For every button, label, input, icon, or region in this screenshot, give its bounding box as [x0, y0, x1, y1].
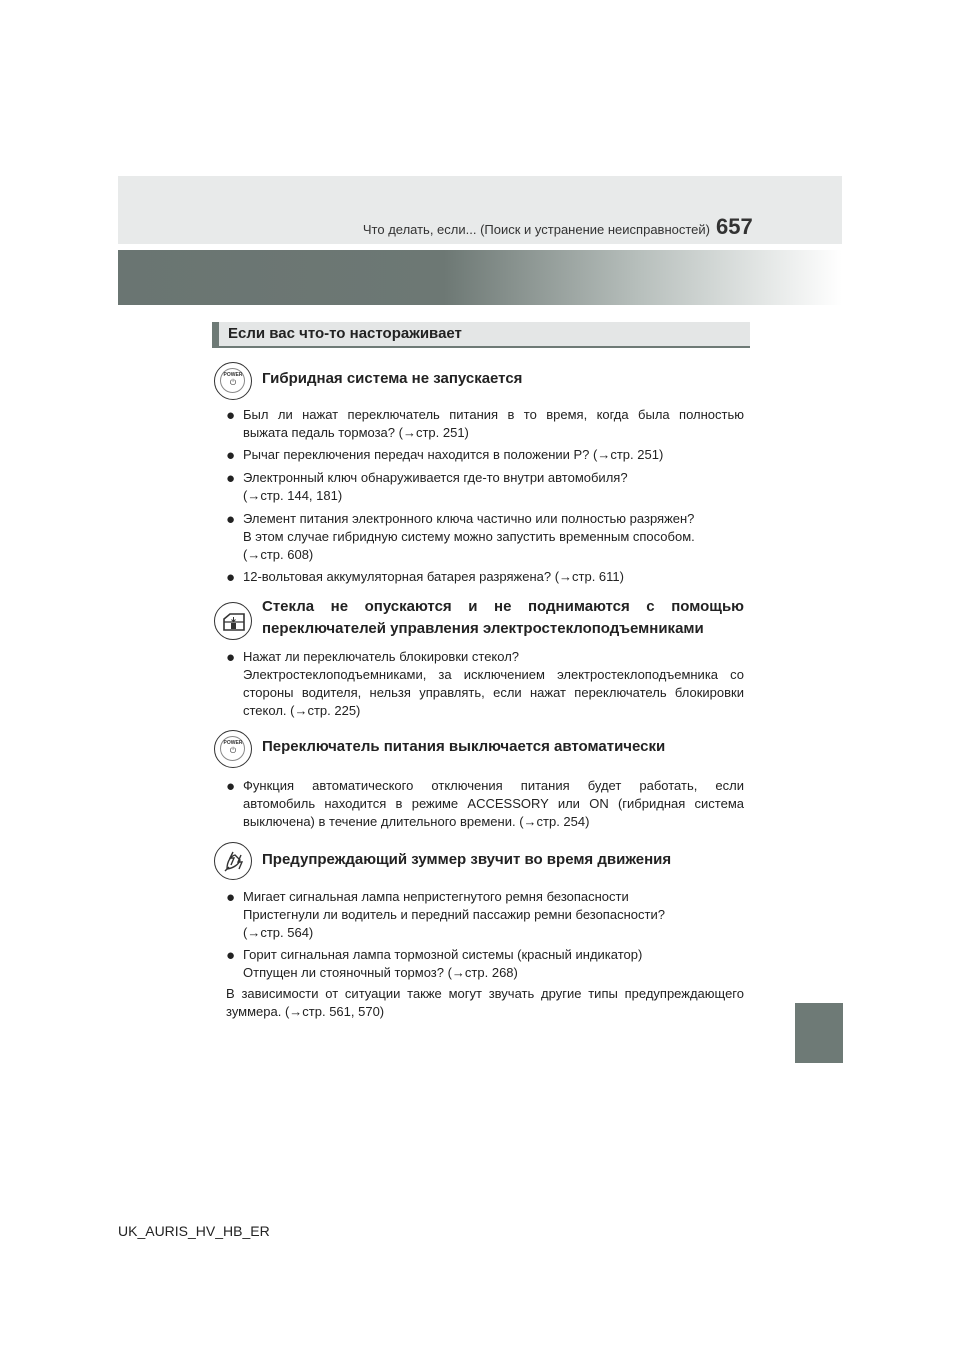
chapter-banner [118, 250, 842, 305]
bullet-icon: ● [226, 511, 236, 528]
power-window-icon [214, 602, 252, 640]
list-item: Элемент питания электронного ключа частично или полностью разряжен? В этом случае гибридную систему можно запустить временным способом. (→стр. 608) [243, 511, 695, 562]
bullet-icon: ● [226, 470, 236, 487]
power-label: POWER [223, 740, 243, 746]
header-title: Что делать, если... (Поиск и устранение неисправностей) [362, 222, 710, 237]
list-item: Рычаг переключения передач находится в положении P? (→стр. 251) [243, 447, 664, 462]
note-paragraph: В зависимости от ситуации также могут звучать другие типы предупреждающего зуммера. (→стр. 561, 570) [226, 986, 744, 1019]
bullet-icon: ● [226, 447, 236, 464]
subsection-title-windows-line1: Стекла не опускаются и не поднимаются с помощью [262, 598, 744, 615]
power-symbol: ⏻ [229, 378, 237, 387]
list-item: Мигает сигнальная лампа непристегнутого ремня безопасности Пристегнули ли водитель и передний пассажир ремни безопасности? (→стр. 564) [243, 889, 665, 940]
subsection-title-windows-line2: переключателей управления электростеклоподъемниками [262, 620, 704, 637]
chapter-tab [795, 1003, 843, 1063]
bullet-icon: ● [226, 649, 236, 666]
power-button-icon [214, 362, 252, 400]
subsection-title-buzzer: Предупреждающий зуммер звучит во время движения [262, 851, 672, 868]
list-item: Горит сигнальная лампа тормозной системы (красный индикатор) Отпущен ли стояночный тормоз? (→стр. 268) [243, 947, 643, 980]
power-label: POWER [223, 372, 243, 378]
list-item: Функция автоматического отключения питания будет работать, если автомобиль находится в режиме ACCESSORY или ON (гибридная система выключена) в течение длительного времени. (→стр. 254) [243, 778, 744, 829]
warning-buzzer-icon [214, 842, 252, 880]
bullet-icon: ● [226, 569, 236, 586]
list-item: Был ли нажат переключатель питания в то время, когда была полностью выжата педаль тормоза? (→стр. 251) [243, 407, 744, 440]
list-item: Нажат ли переключатель блокировки стекол? Электростеклоподъемниками, за исключением электростеклоподъемника со стороны водителя, нельзя управлять, если нажат переключатель блокировки стекол. (→стр. 225) [243, 649, 744, 718]
bullet-icon: ● [226, 947, 236, 964]
bullet-icon: ● [226, 407, 236, 424]
section-title: Если вас что-то настораживает [228, 325, 462, 342]
bullet-icon: ● [226, 889, 236, 906]
subsection-title-hybrid-start: Гибридная система не запускается [262, 370, 523, 387]
list-item: 12-вольтовая аккумуляторная батарея разряжена? (→стр. 611) [243, 569, 624, 584]
list-item: Электронный ключ обнаруживается где-то внутри автомобиля? (→стр. 144, 181) [243, 470, 628, 503]
page-number: 657 [716, 214, 753, 239]
section-header [212, 322, 750, 348]
section-header-bar [212, 322, 219, 346]
power-button-icon [214, 730, 252, 768]
footer-code: UK_AURIS_HV_HB_ER [118, 1223, 270, 1239]
bullet-icon: ● [226, 778, 236, 795]
power-symbol: ⏻ [229, 746, 237, 755]
subsection-title-auto-off: Переключатель питания выключается автоматически [262, 738, 666, 755]
